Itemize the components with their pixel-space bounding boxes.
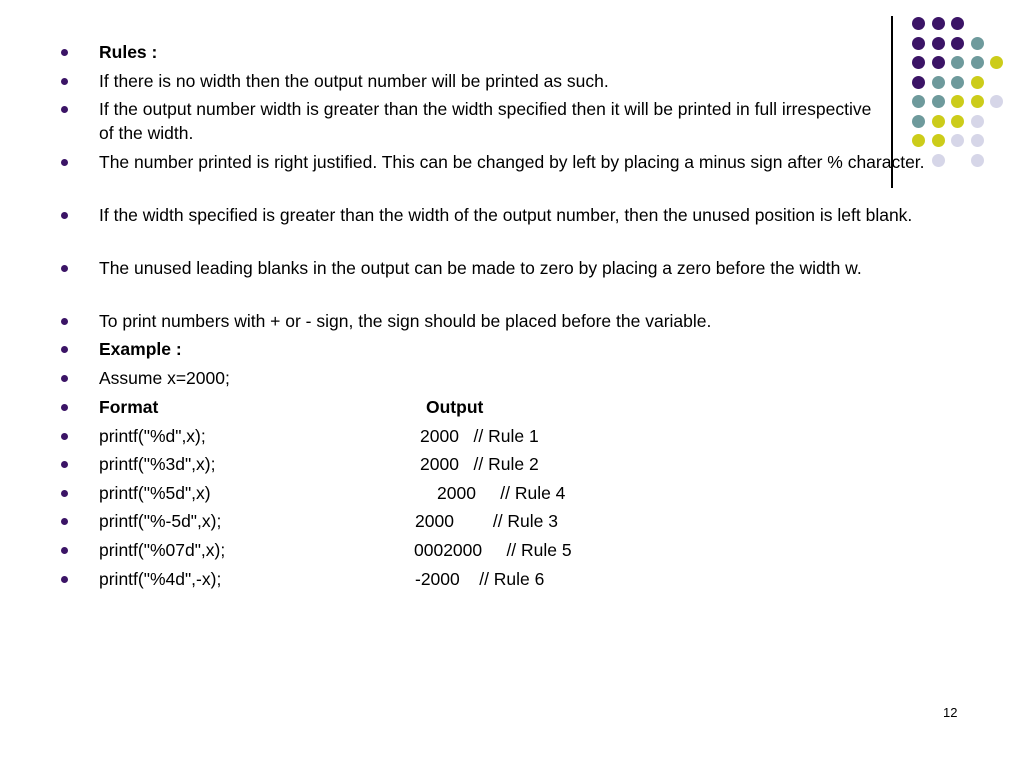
format-cell: printf("%-5d",x); bbox=[99, 511, 222, 531]
page-number: 12 bbox=[943, 705, 958, 720]
decorative-dot bbox=[971, 56, 984, 69]
table-row-content bbox=[99, 538, 949, 562]
bullet-dot bbox=[61, 576, 68, 583]
output-cell: 2000 // Rule 1 bbox=[420, 426, 539, 446]
output-header: Output bbox=[426, 397, 484, 417]
decorative-dot bbox=[951, 134, 964, 147]
decorative-dot bbox=[951, 37, 964, 50]
format-cell: printf("%d",x); bbox=[99, 426, 206, 446]
decorative-dot bbox=[932, 134, 945, 147]
bullet-text: Rules : bbox=[99, 42, 158, 62]
output-cell: 2000 // Rule 4 bbox=[437, 483, 566, 503]
decorative-dot bbox=[971, 154, 984, 167]
format-cell: printf("%07d",x); bbox=[99, 540, 226, 560]
decorative-dot bbox=[951, 56, 964, 69]
bullet-text: If the width specified is greater than the width of the output number, then the unused position is left blank. bbox=[99, 205, 913, 225]
bullet-dot bbox=[61, 212, 68, 219]
bullet-dot bbox=[61, 518, 68, 525]
table-row-content bbox=[99, 424, 949, 448]
table-row-content bbox=[99, 452, 949, 476]
decorative-dot bbox=[971, 115, 984, 128]
decorative-dot bbox=[971, 37, 984, 50]
decorative-dot bbox=[951, 76, 964, 89]
table-row-content bbox=[99, 567, 949, 591]
table-row-content bbox=[99, 509, 949, 533]
bullet-dot bbox=[61, 78, 68, 85]
bullet-text: If there is no width then the output number will be printed as such. bbox=[99, 71, 609, 91]
decorative-dot bbox=[990, 95, 1003, 108]
decorative-dot bbox=[951, 17, 964, 30]
bullet-dot bbox=[61, 433, 68, 440]
decorative-dot bbox=[971, 95, 984, 108]
format-header: Format bbox=[99, 397, 159, 417]
decorative-dot bbox=[912, 134, 925, 147]
decorative-dot bbox=[932, 115, 945, 128]
bullet-dot bbox=[61, 490, 68, 497]
bullet-dot bbox=[61, 461, 68, 468]
bullet-dot bbox=[61, 547, 68, 554]
bullet-text: If the output number width is greater than the width specified then it will be printed in full irrespective of the width. bbox=[99, 99, 872, 143]
decorative-dot bbox=[912, 115, 925, 128]
bullet-dot bbox=[61, 318, 68, 325]
bullet-text: Example : bbox=[99, 339, 182, 359]
format-cell: printf("%5d",x) bbox=[99, 483, 211, 503]
bullet-text: The unused leading blanks in the output can be made to zero by placing a zero before the width w. bbox=[99, 258, 862, 278]
table-header bbox=[99, 395, 949, 419]
bullet-dot bbox=[61, 265, 68, 272]
bullet-text: Assume x=2000; bbox=[99, 368, 230, 388]
decorative-dot bbox=[971, 134, 984, 147]
decorative-dot bbox=[951, 115, 964, 128]
bullet-dot bbox=[61, 159, 68, 166]
format-cell: printf("%4d",-x); bbox=[99, 569, 222, 589]
table-row-content bbox=[99, 481, 949, 505]
decorative-dot bbox=[912, 17, 925, 30]
bullet-text: To print numbers with + or - sign, the sign should be placed before the variable. bbox=[99, 311, 712, 331]
decorative-dot bbox=[912, 95, 925, 108]
bullet-dot bbox=[61, 375, 68, 382]
output-cell: 2000 // Rule 3 bbox=[415, 511, 558, 531]
output-cell: 2000 // Rule 2 bbox=[420, 454, 539, 474]
output-cell: 0002000 // Rule 5 bbox=[414, 540, 572, 560]
output-cell: -2000 // Rule 6 bbox=[415, 569, 545, 589]
decorative-dot bbox=[990, 56, 1003, 69]
bullet-dot bbox=[61, 346, 68, 353]
bullet-dot bbox=[61, 404, 68, 411]
decorative-dot bbox=[932, 17, 945, 30]
bullet-text: The number printed is right justified. This can be changed by left by placing a minus sign after % character. bbox=[99, 152, 925, 172]
decorative-dot bbox=[932, 95, 945, 108]
format-cell: printf("%3d",x); bbox=[99, 454, 216, 474]
decorative-dot bbox=[951, 95, 964, 108]
bullet-dot bbox=[61, 49, 68, 56]
decorative-dot bbox=[971, 76, 984, 89]
bullet-dot bbox=[61, 106, 68, 113]
